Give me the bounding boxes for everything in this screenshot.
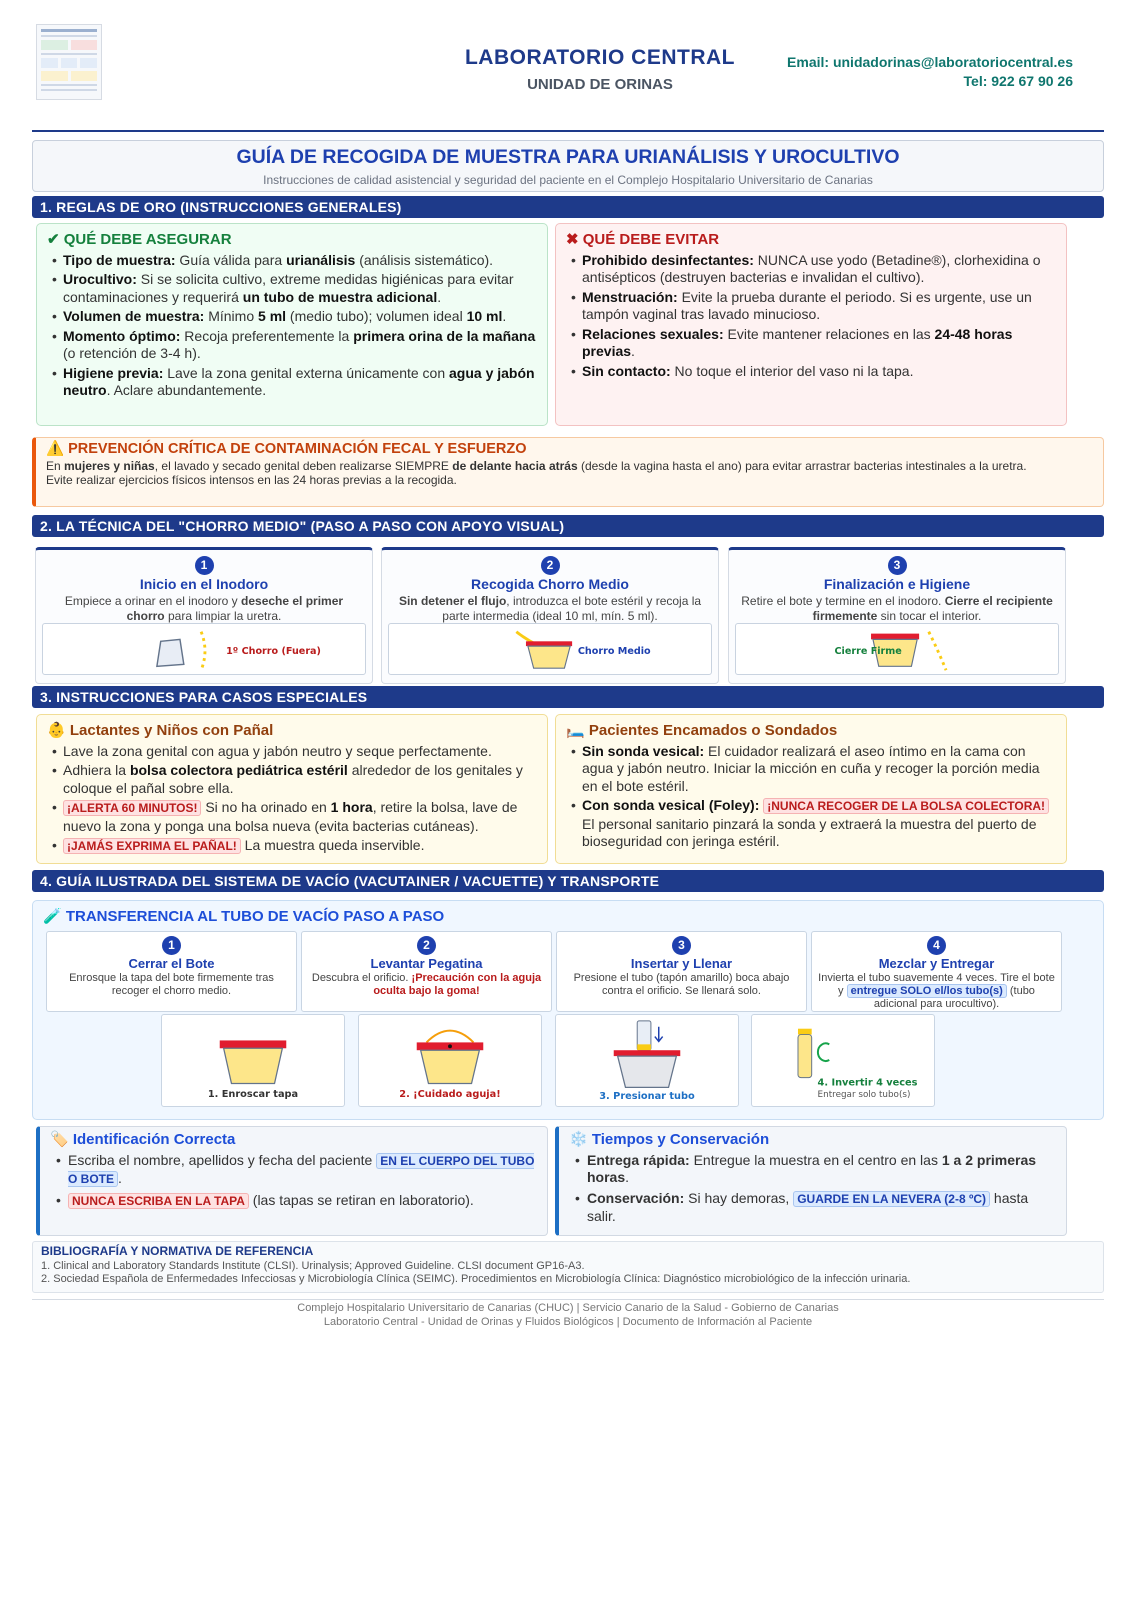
illustration-label: 2. ¡Cuidado aguja! (399, 1089, 501, 1101)
alert-badge: ¡NUNCA RECOGER DE LA BOLSA COLECTORA! (763, 798, 1049, 814)
ensure-title: ✔ QUÉ DEBE ASEGURAR (47, 231, 232, 248)
step-description: Invierta el tubo suavemente 4 veces. Tire el bote y entregue SOLO el/los tubo(s) (tubo adicional para urocultivo). (818, 972, 1055, 1010)
list-item: • Entrega rápida: Entregue la muestra en el centro en las 1 a 2 primeras horas. (569, 1152, 1056, 1187)
list-item: • NUNCA ESCRIBA EN LA TAPA (las tapas se retiran en laboratorio). (50, 1192, 537, 1211)
list-item: • Sin sonda vesical: El cuidador realizará el aseo íntimo en la cama con agua y jabón neutro. Iniciar la micción en cuña y recoger la porción media en el bote estéril. (566, 743, 1056, 796)
vacuum-illustration-2 (358, 1014, 542, 1107)
warning-title: ⚠️ PREVENCIÓN CRÍTICA DE CONTAMINACIÓN FECAL Y ESFUERZO (46, 441, 527, 457)
header-divider (32, 130, 1104, 132)
section-4-bar: 4. GUÍA ILUSTRADA DEL SISTEMA DE VACÍO (VACUTAINER / VACUETTE) Y TRANSPORTE (32, 870, 1104, 892)
step-number: 2 (541, 556, 560, 575)
bibliography-title: BIBLIOGRAFÍA Y NORMATIVA DE REFERENCIA (41, 1244, 314, 1258)
step-description: Empiece a orinar en el inodoro y deseche el primer chorro para limpiar la uretra. (64, 594, 344, 623)
step-title: Inicio en el Inodoro (139, 576, 269, 592)
illustration-label: 3. Presionar tubo (599, 1091, 695, 1103)
identification-title: 🏷️ Identificación Correcta (50, 1131, 236, 1148)
list-item: • Adhiera la bolsa colectora pediátrica estéril alrededor de los genitales y coloque el pañal sobre ella. (47, 762, 537, 797)
midstream-step-2 (381, 547, 719, 684)
warning-line-2: Evite realizar ejercicios físicos intensos en las 24 horas previas a la recogida. (46, 473, 457, 487)
step-title: Insertar y Llenar (630, 956, 733, 971)
storage-panel (555, 1126, 1067, 1236)
vacuum-illustration-4 (751, 1014, 935, 1107)
container-lid-icon (614, 1050, 681, 1056)
avoid-title: ✖ QUÉ DEBE EVITAR (566, 231, 720, 248)
highlight-badge: EN EL CUERPO DEL TUBO O BOTE (68, 1153, 535, 1186)
highlight-badge: GUARDE EN LA NEVERA (2-8 ºC) (793, 1191, 990, 1207)
step-description: Retire el bote y termine en el inodoro. Cierre el recipiente firmemente sin tocar el interior. (741, 594, 1053, 623)
step-illustration (388, 623, 712, 675)
infants-panel (36, 714, 548, 864)
contact-phone: Tel: 922 67 90 26 (963, 73, 1073, 89)
bedridden-panel (555, 714, 1067, 864)
step-number: 1 (195, 556, 214, 575)
warning-line-1: En mujeres y niñas, el lavado y secado genital deben realizarse SIEMPRE de delante hacia atrás (desde la vagina hasta el ano) para evitar arrastrar bacterias intestinales a la uretra. (46, 459, 1027, 473)
identification-panel (36, 1126, 548, 1236)
list-item: • Tipo de muestra: Guía válida para urianálisis (análisis sistemático). (47, 252, 537, 270)
vacuum-illustration-3 (555, 1014, 739, 1107)
alert-badge: ¡JAMÁS EXPRIMA EL PAÑAL! (63, 838, 241, 854)
header-contact (787, 53, 1073, 91)
midstream-step-3 (728, 547, 1066, 684)
vacuum-title: 🧪 TRANSFERENCIA AL TUBO DE VACÍO PASO A PASO (43, 908, 445, 925)
urine-stream-icon (201, 632, 205, 670)
step-description: Descubra el orificio. ¡Precaución con la aguja oculta bajo la goma! (311, 972, 542, 997)
vacuum-step-4 (811, 931, 1062, 1012)
list-item: • Menstruación: Evite la prueba durante el periodo. Si es urgente, use un tampón vaginal tras lavado minucioso. (566, 289, 1056, 324)
container-icon (224, 1048, 283, 1083)
list-item: • Relaciones sexuales: Evite mantener relaciones en las 24-48 horas previas. (566, 326, 1056, 361)
container-icon (421, 1050, 480, 1083)
section-1-bar: 1. REGLAS DE ORO (INSTRUCCIONES GENERALES) (32, 196, 1104, 218)
reference-1: 1. Clinical and Laboratory Standards Institute (CLSI). Urinalysis; Approved Guideline. CLSI document GP16-A3. (41, 1259, 585, 1272)
container-icon (528, 646, 570, 668)
list-item: • ¡JAMÁS EXPRIMA EL PAÑAL! La muestra queda inservible. (47, 837, 537, 856)
illustration-label: Cierre Firme (834, 645, 902, 657)
fecal-warning-box (32, 437, 1104, 507)
guide-subtitle: Instrucciones de calidad asistencial y seguridad del paciente en el Complejo Hospitalario Universitario de Canarias (263, 173, 873, 187)
step-illustration (42, 623, 366, 675)
lab-title: LABORATORIO CENTRAL (464, 46, 736, 69)
step-title: Recogida Chorro Medio (471, 576, 629, 592)
list-item: • Urocultivo: Si se solicita cultivo, extreme medidas higiénicas para evitar contaminaciones y requerirá un tubo de muestra adicional. (47, 271, 537, 306)
section-3-bar: 3. INSTRUCCIONES PARA CASOS ESPECIALES (32, 686, 1104, 708)
tube-cap-icon (798, 1029, 812, 1035)
bibliography (32, 1241, 1104, 1293)
alert-badge: NUNCA ESCRIBA EN LA TAPA (68, 1193, 249, 1209)
sticker-flap-icon (427, 1031, 474, 1043)
midstream-step-1 (35, 547, 373, 684)
step-number: 3 (888, 556, 907, 575)
bedridden-title: 🛏️ Pacientes Encamados o Sondados (566, 722, 838, 739)
step-number: 1 (162, 936, 181, 955)
guide-title-box (32, 140, 1104, 192)
list-item: • Volumen de muestra: Mínimo 5 ml (medio tubo); volumen ideal 10 ml. (47, 308, 537, 326)
arrow-down-icon (655, 1027, 663, 1042)
vacuum-step-2 (301, 931, 552, 1012)
step-illustration (735, 623, 1059, 675)
document-thumbnail (36, 24, 102, 100)
reference-2: 2. Sociedad Española de Enfermedades Infecciosas y Microbiología Clínica (SEIMC). Procedimientos en Microbiología Clínica: Diagnóstico microbiológico de la infección urinaria. (41, 1273, 911, 1285)
contact-email[interactable]: Email: unidadorinas@laboratoriocentral.es (787, 54, 1073, 70)
list-item: • Con sonda vesical (Foley): ¡NUNCA RECOGER DE LA BOLSA COLECTORA! El personal sanitario pinzará la sonda y extraerá la muestra del puerto de bioseguridad con jeringa estéril. (566, 797, 1056, 851)
avoid-panel (555, 223, 1067, 426)
step-description: Enrosque la tapa del bote firmemente tras recoger el chorro medio. (69, 972, 274, 997)
urine-stream-icon (929, 632, 946, 670)
illustration-label: 1. Enroscar tapa (207, 1089, 299, 1101)
step-description: Sin detener el flujo, introduzca el bote estéril y recoja la parte intermedia (ideal 10 ml, mín. 5 ml). (398, 594, 702, 623)
list-item: • Conservación: Si hay demoras, GUARDE EN LA NEVERA (2-8 ºC) hasta salir. (569, 1190, 1056, 1226)
list-item: • Lave la zona genital con agua y jabón neutro y seque perfectamente. (47, 743, 537, 761)
container-lid-icon (526, 641, 572, 646)
container-icon (157, 639, 184, 666)
list-item: • Momento óptimo: Recoja preferentemente la primera orina de la mañana (o retención de 3-4 h). (47, 328, 537, 363)
list-item: • ¡ALERTA 60 MINUTOS! Si no ha orinado en 1 hora, retire la bolsa, lave de nuevo la zona y ponga una bolsa nueva (evita bacterias cutáneas). (47, 799, 537, 835)
vacuum-step-3 (556, 931, 807, 1012)
container-lid-icon (220, 1040, 287, 1048)
vacuum-transfer-panel (32, 900, 1104, 1120)
vacuum-step-1 (46, 931, 297, 1012)
page-footer (32, 1299, 1104, 1329)
illustration-label: 1º Chorro (Fuera) (226, 645, 321, 657)
illustration-label: Chorro Medio (577, 645, 651, 657)
step-description: Presione el tubo (tapón amarillo) boca abajo contra el orificio. Se llenará solo. (573, 972, 790, 997)
ensure-panel (36, 223, 548, 426)
list-item: • Sin contacto: No toque el interior del vaso ni la tapa. (566, 363, 1056, 381)
vacuum-illustration-1 (161, 1014, 345, 1107)
list-item: • Prohibido desinfectantes: NUNCA use yodo (Betadine®), clorhexidina o antisépticos (destruyen bacterias e invalidan el cultivo). (566, 252, 1056, 287)
vacuum-tube-icon (798, 1035, 812, 1078)
step-title: Cerrar el Bote (128, 956, 215, 971)
footer-line-2: Laboratorio Central - Unidad de Orinas y Fluidos Biológicos | Documento de Información al Paciente (323, 1315, 813, 1328)
storage-title: ❄️ Tiempos y Conservación (569, 1131, 770, 1148)
container-icon (618, 1056, 677, 1087)
tube-cap-icon (637, 1044, 651, 1050)
illustration-label: 4. Invertir 4 veces (817, 1077, 918, 1089)
alert-badge: ¡ALERTA 60 MINUTOS! (63, 800, 201, 816)
illustration-sublabel: Entregar solo tubo(s) (817, 1090, 911, 1101)
needle-port-icon (448, 1044, 452, 1048)
rotate-icon (818, 1043, 829, 1061)
header-center (430, 46, 770, 93)
step-title: Finalización e Higiene (823, 576, 971, 592)
step-number: 4 (927, 936, 946, 955)
step-number: 2 (417, 936, 436, 955)
lab-subtitle: UNIDAD DE ORINAS (527, 76, 673, 93)
step-number: 3 (672, 936, 691, 955)
footer-line-1: Complejo Hospitalario Universitario de Canarias (CHUC) | Servicio Canario de la Salud - Gobierno de Canarias (297, 1302, 839, 1314)
section-2-bar: 2. LA TÉCNICA DEL "CHORRO MEDIO" (PASO A PASO CON APOYO VISUAL) (32, 515, 1104, 537)
container-lid-icon (871, 634, 919, 640)
guide-title: GUÍA DE RECOGIDA DE MUESTRA PARA URIANÁLISIS Y UROCULTIVO (236, 146, 900, 168)
list-item: • Higiene previa: Lave la zona genital externa únicamente con agua y jabón neutro. Aclare abundantemente. (47, 365, 537, 400)
infants-title: 👶 Lactantes y Niños con Pañal (47, 722, 274, 739)
list-item: • Escriba el nombre, apellidos y fecha del paciente EN EL CUERPO DEL TUBO O BOTE . (50, 1152, 537, 1189)
step-title: Mezclar y Entregar (878, 956, 995, 971)
step-title: Levantar Pegatina (370, 956, 483, 971)
